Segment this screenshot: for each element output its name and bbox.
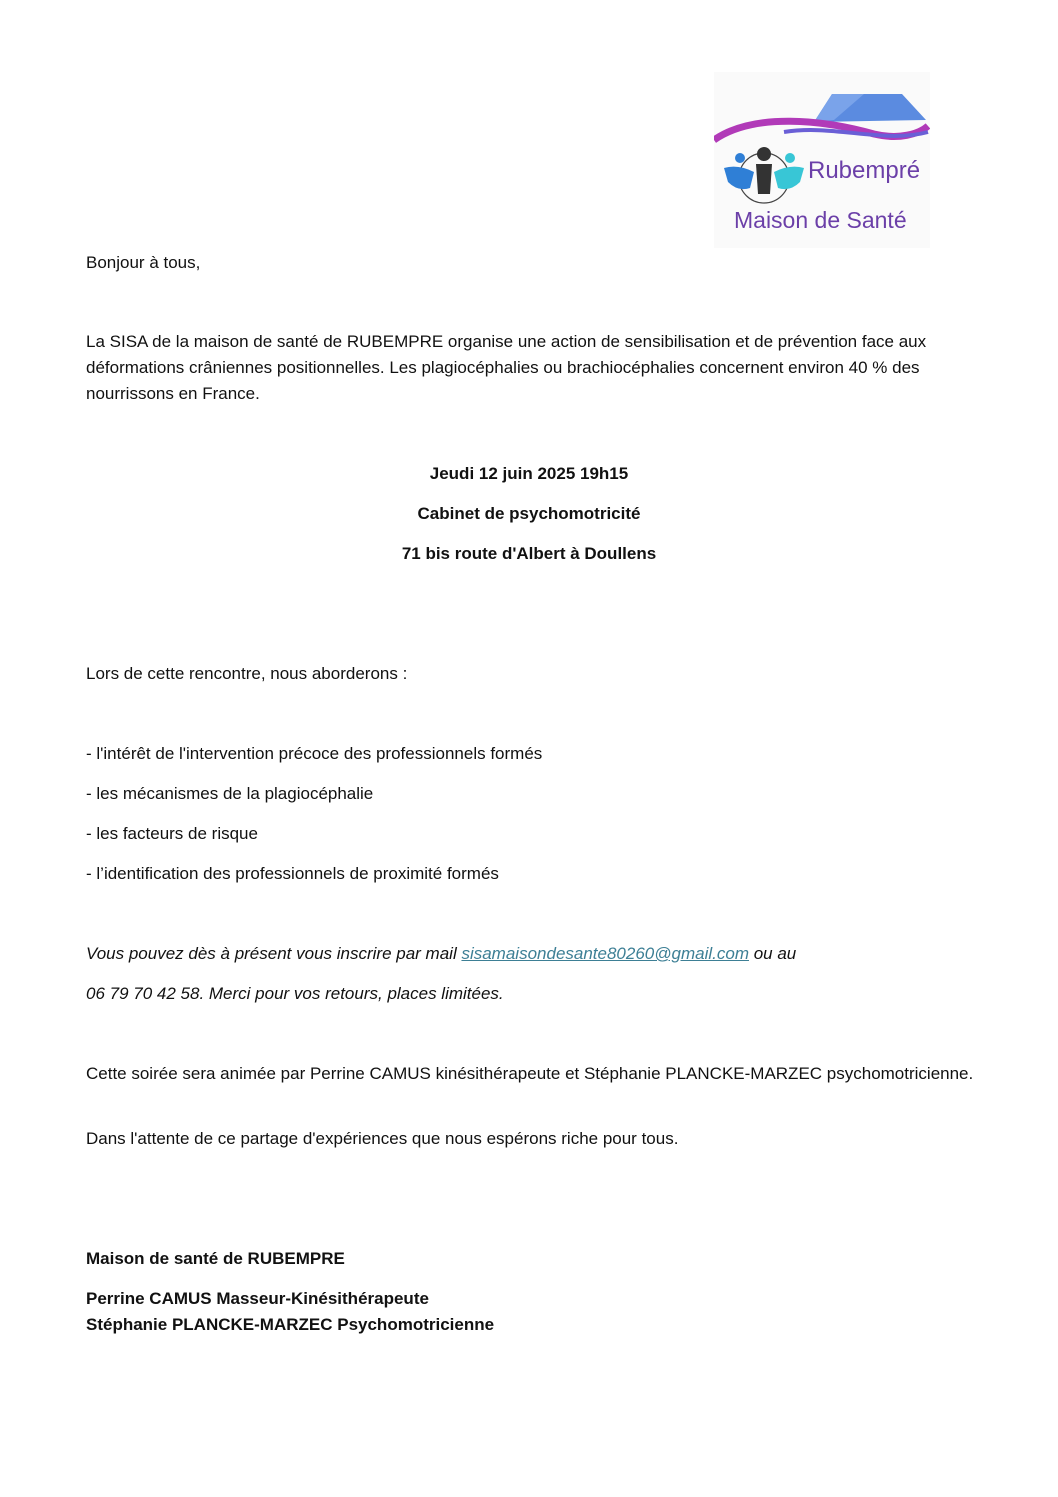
intro-paragraph: La SISA de la maison de santé de RUBEMPRE organise une action de sensibilisation et de prévention face aux déformations crâniennes positionnelles. Les plagiocéphalies ou brachiocéphalies concernent environ 40 % des nourrissons en France. [86, 332, 927, 403]
closing-paragraph: Dans l'attente de ce partage d'expériences que nous espérons riche pour tous. [86, 1129, 679, 1148]
signature-person-2: Stéphanie PLANCKE-MARZEC Psychomotricienne [86, 1315, 495, 1334]
signature-organization: Maison de santé de RUBEMPRE [86, 1249, 345, 1268]
hosts-paragraph: Cette soirée sera animée par Perrine CAMUS kinésithérapeute et Stéphanie PLANCKE-MARZEC psychomotricienne. [86, 1064, 974, 1083]
registration-suffix: ou au [748, 944, 797, 963]
maison-de-sante-logo [714, 72, 930, 248]
registration-prefix: Vous pouvez dès à présent vous inscrire par mail [86, 944, 462, 963]
logo-bottom-text: Maison de Santé [734, 207, 907, 233]
email-link[interactable]: sisamaisondesante80260@gmail.com [461, 944, 749, 963]
registration-phone-line: 06 79 70 42 58. Merci pour vos retours, places limitées. [86, 984, 504, 1003]
event-address: 71 bis route d'Albert à Doullens [401, 544, 657, 563]
topic-item: - les facteurs de risque [86, 824, 258, 843]
logo-top-text: Rubempré [808, 157, 921, 184]
topic-item: - les mécanismes de la plagiocéphalie [86, 784, 374, 803]
topic-item: - l’identification des professionnels de proximité formés [86, 864, 499, 883]
topics-intro: Lors de cette rencontre, nous aborderons : [86, 664, 408, 683]
signature-person-1: Perrine CAMUS Masseur-Kinésithérapeute [86, 1289, 429, 1308]
topic-item: - l'intérêt de l'intervention précoce des professionnels formés [86, 744, 543, 763]
event-date: Jeudi 12 juin 2025 19h15 [429, 464, 629, 483]
event-place: Cabinet de psychomotricité [417, 504, 641, 523]
registration-line [86, 941, 976, 967]
greeting: Bonjour à tous, [86, 253, 201, 272]
